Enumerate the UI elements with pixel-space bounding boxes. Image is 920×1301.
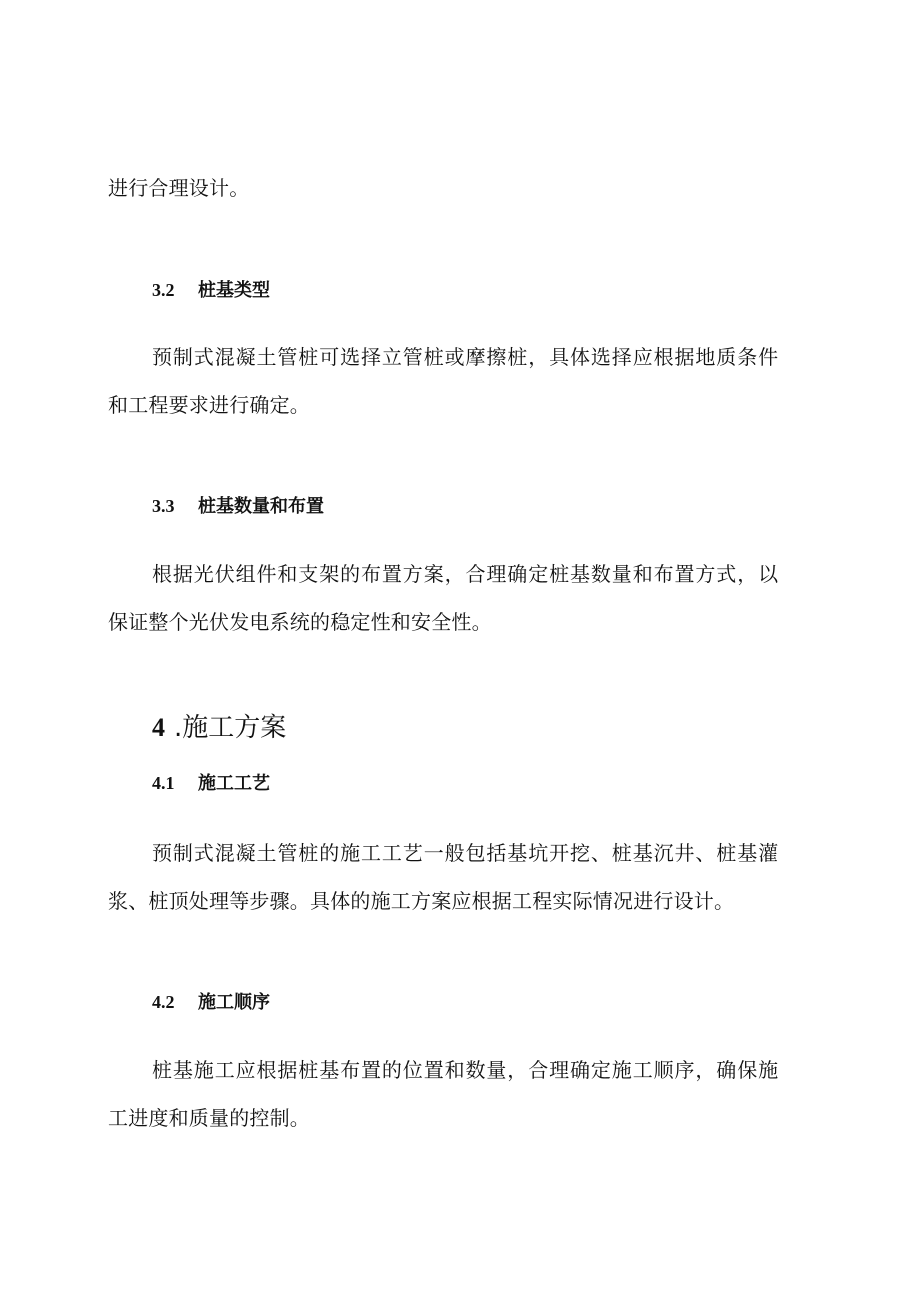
heading-title: 桩基数量和布置 <box>198 496 324 517</box>
paragraph-3-3-line-1: 根据光伏组件和支架的布置方案，合理确定桩基数量和布置方式，以 <box>152 562 779 586</box>
heading-3-2 <box>152 278 270 303</box>
paragraph-4-1-line-2: 浆、桩顶处理等步骤。具体的施工方案应根据工程实际情况进行设计。 <box>108 889 735 913</box>
intro-paragraph-tail: 进行合理设计。 <box>108 176 250 200</box>
heading-3-3 <box>152 494 324 519</box>
paragraph-4-2-line-1: 桩基施工应根据桩基布置的位置和数量，合理确定施工顺序，确保施 <box>152 1058 779 1082</box>
heading-title: 施工工艺 <box>198 773 270 794</box>
heading-4-2 <box>152 990 270 1015</box>
heading-number: 4 <box>152 713 165 742</box>
heading-4 <box>152 712 286 744</box>
paragraph-4-1-line-1: 预制式混凝土管桩的施工工艺一般包括基坑开挖、桩基沉井、桩基灌 <box>152 841 779 865</box>
heading-number: 3.3 <box>152 496 175 516</box>
heading-4-1 <box>152 771 270 796</box>
heading-number: 4.2 <box>152 992 175 1012</box>
paragraph-3-2-line-2: 和工程要求进行确定。 <box>108 393 310 417</box>
heading-title: 桩基类型 <box>198 280 270 301</box>
heading-number: 3.2 <box>152 280 175 300</box>
heading-title: .施工方案 <box>174 713 287 743</box>
heading-number: 4.1 <box>152 773 175 793</box>
paragraph-4-2-line-2: 工进度和质量的控制。 <box>108 1106 310 1130</box>
paragraph-3-2-line-1: 预制式混凝土管桩可选择立管桩或摩擦桩，具体选择应根据地质条件 <box>152 345 779 369</box>
paragraph-3-3-line-2: 保证整个光伏发电系统的稳定性和安全性。 <box>108 610 492 634</box>
heading-title: 施工顺序 <box>198 992 270 1013</box>
